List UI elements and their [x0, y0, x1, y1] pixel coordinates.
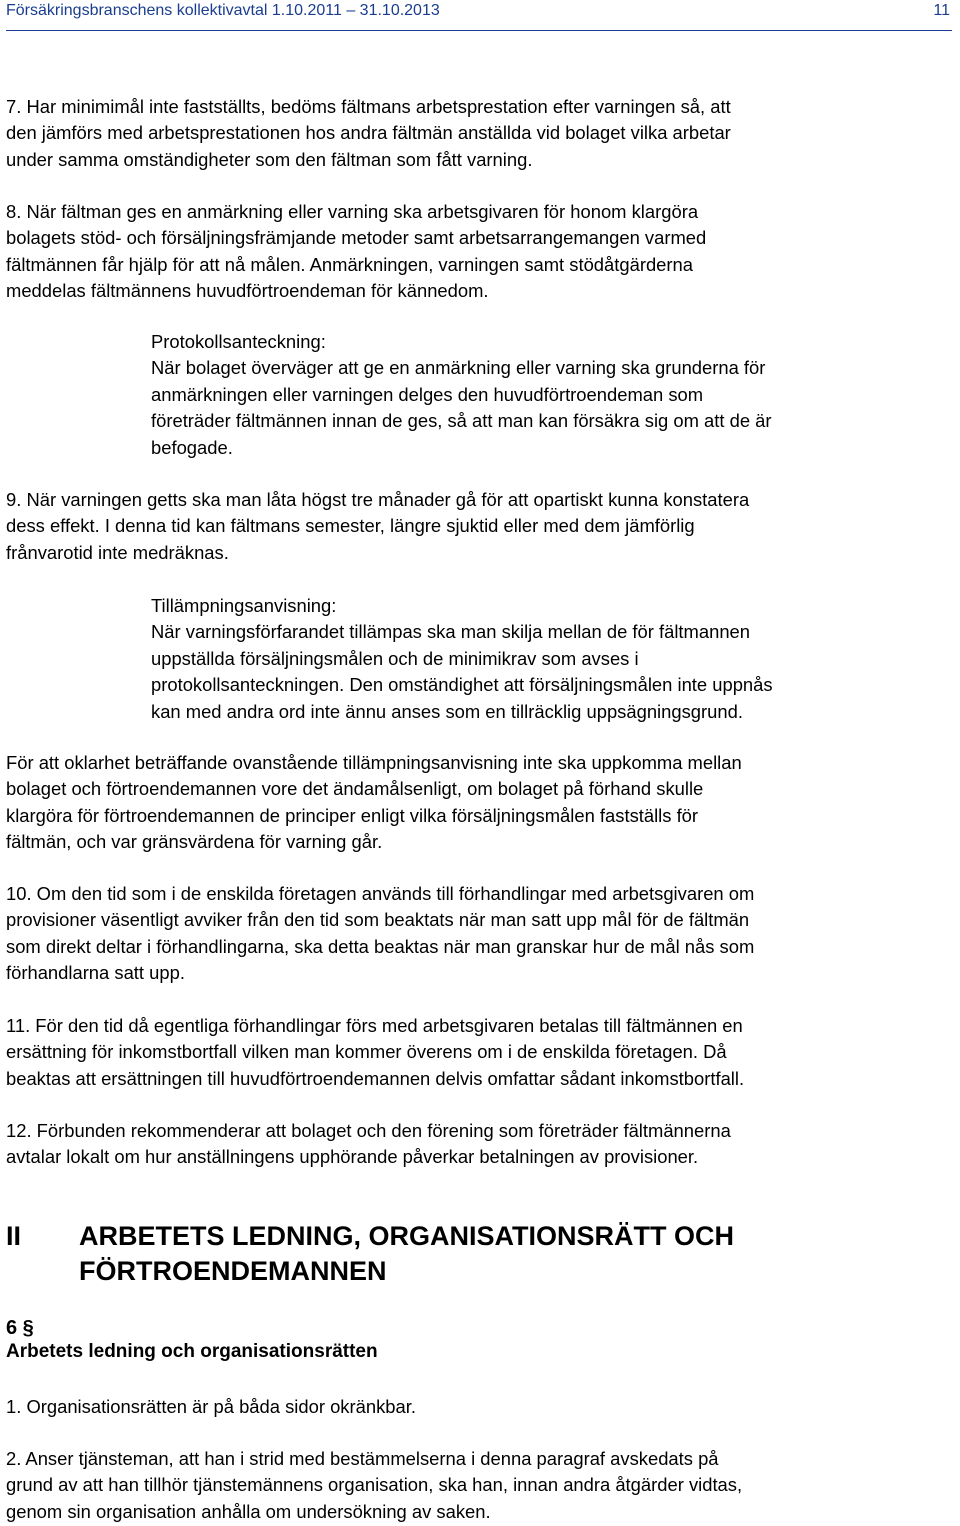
- chapter-title: [79, 1219, 734, 1289]
- clarification-paragraph: [6, 750, 742, 856]
- text-line: När varningsförfarandet tillämpas ska man skilja mellan de för fältmannen: [151, 621, 750, 643]
- protocol-note: [151, 329, 772, 461]
- paragraph-11: [6, 1013, 744, 1092]
- text-line: genom sin organisation anhålla om undersökning av saken.: [6, 1500, 491, 1522]
- paragraph-10: [6, 881, 754, 987]
- text-line: När bolaget överväger att ge en anmärkning eller varning ska grunderna för: [151, 357, 766, 379]
- text-line: den jämförs med arbetsprestationen hos andra fältmän anställda vid bolaget vilka arbetar: [6, 122, 731, 144]
- page-header: [6, 2, 952, 24]
- text-line: bolaget och förtroendemannen vore det ändamålsenligt, om bolaget på förhand skulle: [6, 778, 704, 800]
- text-line: avtalar lokalt om hur anställningens upphörande påverkar betalningen av provisioner.: [6, 1146, 699, 1168]
- text-line: 2. Anser tjänsteman, att han i strid med bestämmelserna i denna paragraf avskedats på: [6, 1448, 719, 1469]
- section-item-2: [6, 1446, 742, 1525]
- text-line: beaktas att ersättningen till huvudförtroendemannen delvis omfattar sådant inkomstbortfall.: [6, 1067, 745, 1089]
- text-line: För att oklarhet beträffande ovanstående tillämpningsanvisning inte ska uppkomma mellan: [6, 752, 742, 773]
- text-line: 10. Om den tid som i de enskilda företagen används till förhandlingar med arbetsgivaren om: [6, 883, 755, 904]
- chapter-title-line: FÖRTROENDEMANNEN: [79, 1256, 387, 1286]
- text-line: förhandlarna satt upp.: [6, 962, 185, 984]
- text-line: meddelas fältmännens huvudförtroendeman för kännedom.: [6, 280, 489, 302]
- text-line: 1. Organisationsrätten är på båda sidor okränkbar.: [6, 1396, 416, 1417]
- text-line: anmärkningen eller varningen delges den huvudförtroendeman som: [151, 383, 704, 405]
- paragraph-9: [6, 487, 749, 566]
- application-note: [151, 593, 773, 725]
- text-line: företräder fältmännen innan de ges, så att man kan försäkra sig om att de är: [151, 410, 772, 432]
- text-line: 7. Har minimimål inte fastställts, bedöms fältmans arbetsprestation efter varningen så, att: [6, 96, 731, 117]
- section-sign: 6 §: [6, 1317, 34, 1339]
- header-divider: [6, 30, 952, 31]
- chapter-number: II: [6, 1221, 22, 1251]
- text-line: provisioner väsentligt avviker från den tid som beaktats när man satt upp mål för de fältmän: [6, 909, 750, 931]
- text-line: bolagets stöd- och försäljningsfrämjande metoder samt arbetsarrangemangen varmed: [6, 227, 707, 249]
- text-line: grund av att han tillhör tjänstemännens organisation, ska han, innan andra åtgärder vidtas,: [6, 1474, 743, 1496]
- application-note-label: Tillämpningsanvisning:: [151, 595, 337, 616]
- text-line: befogade.: [151, 436, 233, 458]
- text-line: dess effekt. I denna tid kan fältmans semester, längre sjuktid eller med dem jämförlig: [6, 515, 695, 537]
- text-line: kan med andra ord inte ännu anses som en tillräcklig uppsägningsgrund.: [151, 700, 743, 722]
- text-line: fältmän, och var gränsvärdena för varning går.: [6, 831, 383, 853]
- text-line: som direkt deltar i förhandlingarna, ska detta beaktas när man granskar hur de mål nås som: [6, 935, 755, 957]
- text-line: 12. Förbunden rekommenderar att bolaget och den förening som företräder fältmännerna: [6, 1120, 731, 1141]
- section-item-1: [6, 1394, 416, 1420]
- text-line: under samma omständigheter som den fältman som fått varning.: [6, 148, 533, 170]
- text-line: 11. För den tid då egentliga förhandlingar förs med arbetsgivaren betalas till fältmännen en: [6, 1015, 743, 1036]
- protocol-note-label: Protokollsanteckning:: [151, 331, 326, 352]
- text-line: 8. När fältman ges en anmärkning eller varning ska arbetsgivaren för honom klargöra: [6, 201, 699, 222]
- text-line: 9. När varningen getts ska man låta högst tre månader gå för att opartiskt kunna konstatera: [6, 489, 750, 510]
- paragraph-8: [6, 199, 706, 305]
- paragraph-7: [6, 94, 731, 173]
- paragraph-12: [6, 1118, 731, 1171]
- text-line: protokollsanteckningen. Den omständighet att försäljningsmålen inte uppnås: [151, 674, 773, 696]
- page-number: 11: [933, 2, 950, 19]
- header-title: Försäkringsbranschens kollektivavtal 1.10.2011 – 31.10.2013: [6, 2, 440, 19]
- text-line: uppställda försäljningsmålen och de minimikrav som avses i: [151, 647, 639, 669]
- text-line: ersättning för inkomstbortfall vilken man kommer överens om i de enskilda företagen. Då: [6, 1041, 727, 1063]
- text-line: klargöra för förtroendemannen de principer enligt vilka försäljningsmålen fastställs för: [6, 804, 699, 826]
- section-title: Arbetets ledning och organisationsrätten: [6, 1341, 378, 1362]
- chapter-title-line: ARBETETS LEDNING, ORGANISATIONSRÄTT OCH: [79, 1221, 735, 1251]
- text-line: fältmännen får hjälp för att nå målen. Anmärkningen, varningen samt stödåtgärderna: [6, 253, 693, 275]
- text-line: frånvarotid inte medräknas.: [6, 541, 229, 563]
